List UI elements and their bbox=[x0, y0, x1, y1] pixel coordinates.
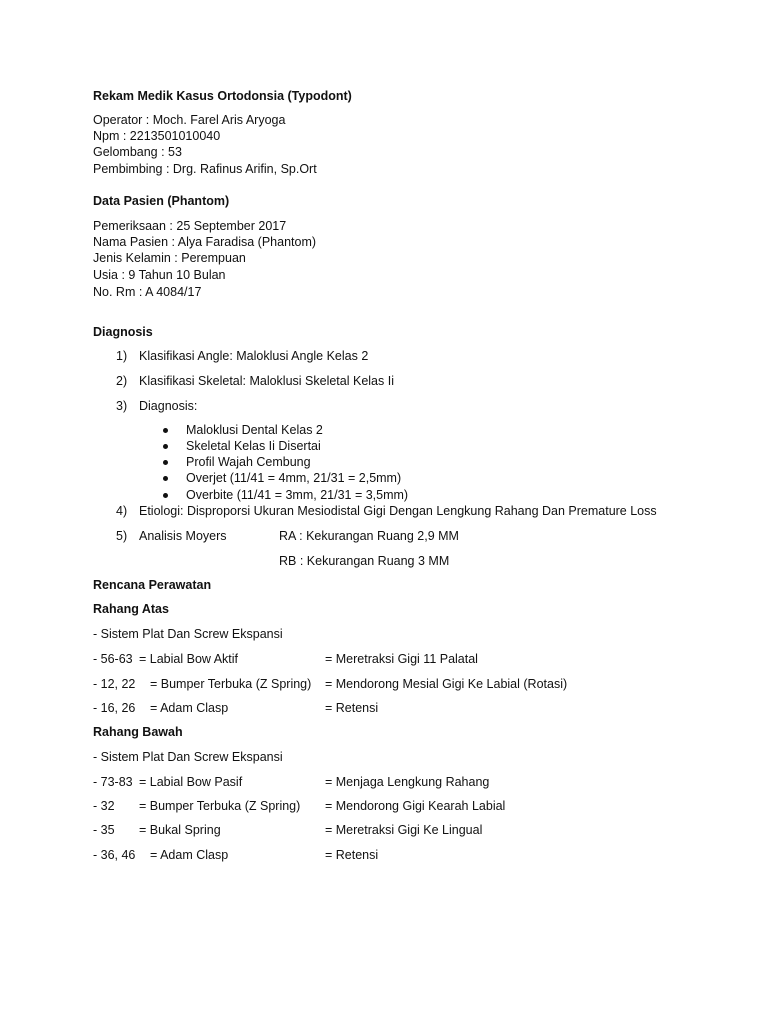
bullet-item: Profil Wajah Cembung bbox=[186, 455, 311, 469]
device-cell: = Bukal Spring bbox=[139, 823, 221, 837]
diagnosis-item: Etiologi: Disproporsi Ukuran Mesiodistal Gigi Dengan Lengkung Rahang Dan Premature Loss bbox=[139, 504, 657, 518]
moyers-ra: RA : Kekurangan Ruang 2,9 MM bbox=[279, 529, 459, 543]
rahang-atas-heading: Rahang Atas bbox=[93, 602, 169, 616]
tooth-cell: - 16, 26 bbox=[93, 701, 136, 715]
tooth-cell: - 32 bbox=[93, 799, 115, 813]
bullet-item: Overbite (11/41 = 3mm, 21/31 = 3,5mm) bbox=[186, 488, 409, 502]
jenis-kelamin-line: Jenis Kelamin : Perempuan bbox=[93, 251, 246, 265]
diagnosis-item: Klasifikasi Skeletal: Maloklusi Skeletal Kelas Ii bbox=[139, 374, 394, 388]
purpose-cell: = Meretraksi Gigi 11 Palatal bbox=[325, 652, 478, 666]
diagnosis-num: 2) bbox=[116, 374, 128, 388]
bullet-item: Maloklusi Dental Kelas 2 bbox=[186, 423, 323, 437]
tooth-cell: - 73-83 bbox=[93, 775, 133, 789]
no-rm-line: No. Rm : A 4084/17 bbox=[93, 285, 202, 299]
tooth-cell: - 56-63 bbox=[93, 652, 133, 666]
operator-line: Operator : Moch. Farel Aris Aryoga bbox=[93, 113, 286, 127]
tooth-cell: - 12, 22 bbox=[93, 677, 136, 691]
diagnosis-item: Klasifikasi Angle: Maloklusi Angle Kelas 2 bbox=[139, 349, 369, 363]
purpose-cell: = Retensi bbox=[325, 848, 379, 862]
bullet-icon bbox=[163, 444, 168, 449]
bullet-icon bbox=[163, 460, 168, 465]
diagnosis-num: 5) bbox=[116, 529, 128, 543]
tooth-cell: - 35 bbox=[93, 823, 115, 837]
device-cell: = Labial Bow Pasif bbox=[139, 775, 243, 789]
bullet-item: Overjet (11/41 = 4mm, 21/31 = 2,5mm) bbox=[186, 471, 402, 485]
purpose-cell: = Retensi bbox=[325, 701, 379, 715]
npm-line: Npm : 2213501010040 bbox=[93, 129, 221, 143]
diagnosis-item: Diagnosis: bbox=[139, 399, 198, 413]
diagnosis-num: 3) bbox=[116, 399, 128, 413]
rahang-bawah-system: - Sistem Plat Dan Screw Ekspansi bbox=[93, 750, 283, 764]
bullet-icon bbox=[163, 428, 168, 433]
device-cell: = Adam Clasp bbox=[150, 848, 229, 862]
plan-heading: Rencana Perawatan bbox=[93, 578, 212, 592]
purpose-cell: = Meretraksi Gigi Ke Lingual bbox=[325, 823, 483, 837]
rahang-bawah-heading: Rahang Bawah bbox=[93, 725, 183, 739]
moyers-rb: RB : Kekurangan Ruang 3 MM bbox=[279, 554, 450, 568]
usia-line: Usia : 9 Tahun 10 Bulan bbox=[93, 268, 226, 282]
pembimbing-line: Pembimbing : Drg. Rafinus Arifin, Sp.Ort bbox=[93, 162, 317, 176]
purpose-cell: = Menjaga Lengkung Rahang bbox=[325, 775, 490, 789]
diagnosis-heading: Diagnosis bbox=[93, 325, 153, 339]
device-cell: = Labial Bow Aktif bbox=[139, 652, 239, 666]
patient-heading: Data Pasien (Phantom) bbox=[93, 194, 230, 208]
tooth-cell: - 36, 46 bbox=[93, 848, 136, 862]
gelombang-line: Gelombang : 53 bbox=[93, 145, 182, 159]
bullet-icon bbox=[163, 476, 168, 481]
document-title: Rekam Medik Kasus Ortodonsia (Typodont) bbox=[93, 89, 352, 103]
bullet-item: Skeletal Kelas Ii Disertai bbox=[186, 439, 321, 453]
nama-line: Nama Pasien : Alya Faradisa (Phantom) bbox=[93, 235, 317, 249]
device-cell: = Bumper Terbuka (Z Spring) bbox=[139, 799, 301, 813]
device-cell: = Adam Clasp bbox=[150, 701, 229, 715]
device-cell: = Bumper Terbuka (Z Spring) bbox=[150, 677, 312, 691]
bullet-icon bbox=[163, 493, 168, 498]
diagnosis-num: 1) bbox=[116, 349, 128, 363]
diagnosis-item: Analisis Moyers bbox=[139, 529, 227, 543]
rahang-atas-system: - Sistem Plat Dan Screw Ekspansi bbox=[93, 627, 283, 641]
pemeriksaan-line: Pemeriksaan : 25 September 2017 bbox=[93, 219, 287, 233]
purpose-cell: = Mendorong Mesial Gigi Ke Labial (Rotasi) bbox=[325, 677, 568, 691]
purpose-cell: = Mendorong Gigi Kearah Labial bbox=[325, 799, 506, 813]
diagnosis-num: 4) bbox=[116, 504, 128, 518]
